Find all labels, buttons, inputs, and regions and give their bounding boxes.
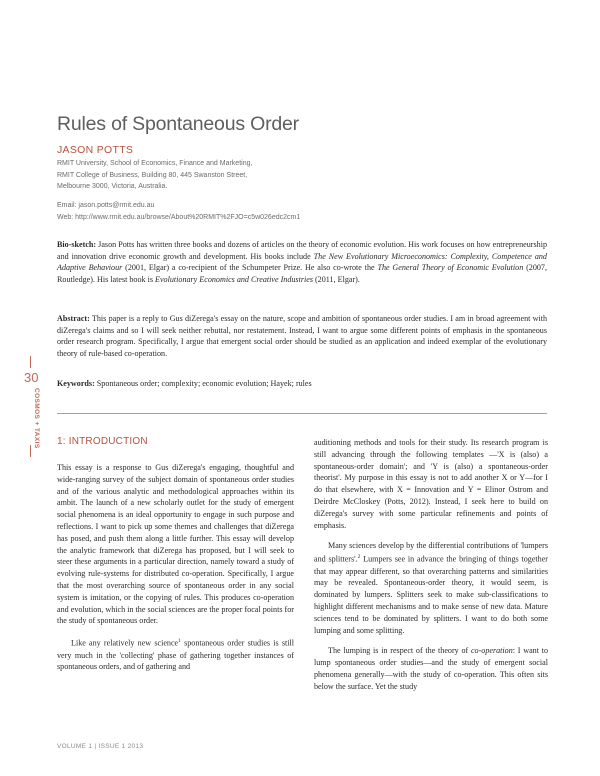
body-paragraph bbox=[314, 645, 548, 692]
author-web-link[interactable]: Web: http://www.rmit.edu.au/browse/About%20RMIT%2FJO=c5w026edc2cm1 bbox=[57, 213, 301, 221]
bio-book-title: Evolutionary Economics and Creative Industries bbox=[155, 275, 313, 285]
body-text: The lumping is in respect of the theory of bbox=[328, 646, 471, 656]
author-contact bbox=[57, 200, 300, 223]
body-text: spontaneous order studies is still very much in the 'collecting' phase of gathering together instances of spontaneous orders, and of gathering and bbox=[57, 638, 294, 672]
affiliation-line: RMIT College of Business, Building 80, 445 Swanston Street, bbox=[57, 171, 248, 179]
bio-text: (2011, Elgar). bbox=[312, 275, 360, 285]
bio-text: (2007, Routledge). His latest book is bbox=[57, 263, 547, 285]
page-footer: VOLUME 1 | ISSUE 1 2013 bbox=[57, 743, 144, 750]
margin-rule bbox=[30, 445, 31, 457]
section-heading: 1: INTRODUCTION bbox=[57, 436, 148, 447]
page-number: 30 bbox=[24, 370, 39, 385]
affiliation-line: RMIT University, School of Economics, Finance and Marketing, bbox=[57, 160, 253, 167]
body-paragraph bbox=[57, 636, 294, 673]
affiliation-line: Melbourne 3000, Victoria, Australia. bbox=[57, 183, 168, 191]
bio-text: (2001, Elgar) a co-recipient of the Schumpeter Prize. He also co-wrote the bbox=[122, 263, 378, 273]
footnote-marker[interactable]: 2 bbox=[357, 554, 361, 561]
body-text: Many sciences develop by the differential contributions of 'lumpers and splitters'. bbox=[314, 541, 548, 564]
bio-sketch bbox=[57, 239, 547, 286]
body-text: : I want to lump spontaneous order studies—and the study of emergent social phenomena generally—with the study of co-operation. This often sits below the surface. Yet the study bbox=[314, 646, 549, 691]
abstract-text: This paper is a reply to Gus diZerega's essay on the nature, scope and ambition of spontaneous order studies. I am in broad agreement with diZerega's claims and so I will seek neither rebuttal, nor restatement. Instead, I want to argue some different points of emphasis in the spontaneous order research program. Specifically, I argue that emergent social order should be studied as an application and indeed exemplar of the evolutionary theory of rule-based co-operation. bbox=[57, 314, 547, 359]
bio-text: Jason Potts has written three books and dozens of articles on the theory of economic evolution. His work focuses on how entrepreneurship and innovation drive economic growth and development. His books include bbox=[57, 240, 547, 261]
abstract-label: Abstract: bbox=[57, 314, 90, 323]
body-column-right bbox=[314, 437, 548, 702]
body-emphasis: co-operation bbox=[470, 646, 513, 656]
margin-rule bbox=[30, 356, 31, 368]
keywords bbox=[57, 378, 547, 390]
footnote-marker[interactable]: 1 bbox=[178, 638, 181, 645]
author-email[interactable]: Email: jason.potts@rmit.edu.au bbox=[57, 202, 155, 209]
journal-name: COSMOS + TAXIS bbox=[33, 388, 40, 449]
abstract bbox=[57, 313, 547, 360]
bio-label: Bio-sketch: bbox=[57, 240, 97, 249]
author-name: JASON POTTS bbox=[57, 144, 134, 156]
journal-name-vertical bbox=[28, 388, 42, 449]
body-paragraph bbox=[314, 540, 548, 636]
article-title: Rules of Spontaneous Order bbox=[57, 113, 299, 135]
bio-book-title: The New Evolutionary Microeconomics: Complexity, Competence and Adaptive Behaviour bbox=[57, 251, 547, 273]
section-divider bbox=[57, 413, 547, 414]
keywords-text: Spontaneous order; complexity; economic evolution; Hayek; rules bbox=[94, 379, 312, 388]
body-column-left bbox=[57, 462, 294, 682]
body-paragraph: This essay is a response to Gus diZerega's engaging, thoughtful and wide-ranging survey of the subject domain of spontaneous order studies and of the various analytic and methodological approaches within its ambit. The launch of a new scholarly outlet for the study of emergent social phenomena is an ideal opportunity to engage in such purpose and reflections. I want to pick up some themes and challenges that diZerega has posed, and push them along a little further. This essay will develop the analytic framework that diZerega has proposed, but I will seek to steer these arguments in a particular direction, namely toward a study of evolving rule-systems for distributed co-operation. Specifically, I argue that the most overarching source of spontaneous order in any social system is imitation, or the copying of rules. This produces co-operation and evolution, which in the social sciences are the proper focal points for the study of spontaneous order. bbox=[57, 463, 294, 626]
body-text: Like any relatively new science bbox=[71, 638, 179, 648]
bio-book-title: The General Theory of Economic Evolution bbox=[377, 263, 524, 273]
body-text: Lumpers see in advance the bringing of things together that may appear different, so that overarching patterns and similarities may be revealed. Spontaneous-order theory, it would seem, is dominated by lumpers. Splitters seek to make sub-classifications to highlight different mechanisms and to make sense of new data. Mature sciences tend to be dominated by splitters. I want to do both some lumping and some splitting. bbox=[314, 554, 548, 635]
keywords-label: Keywords: bbox=[57, 379, 95, 388]
author-affiliation bbox=[57, 158, 252, 193]
body-paragraph: auditioning methods and tools for their study. Its research program is still advancing through the following templates —'X is (also) a spontaneous-order domain'; and 'Y is (also) a spontaneous-order theorist'. My purpose in this essay is not to add another X or Y—for I do that elsewhere, with X = Innovation and Y = Elinor Ostrom and Deirdre McCloskey (Potts, 2012). Instead, I seek here to build on diZerega's survey with some particular refinements and points of emphasis. bbox=[314, 438, 548, 530]
